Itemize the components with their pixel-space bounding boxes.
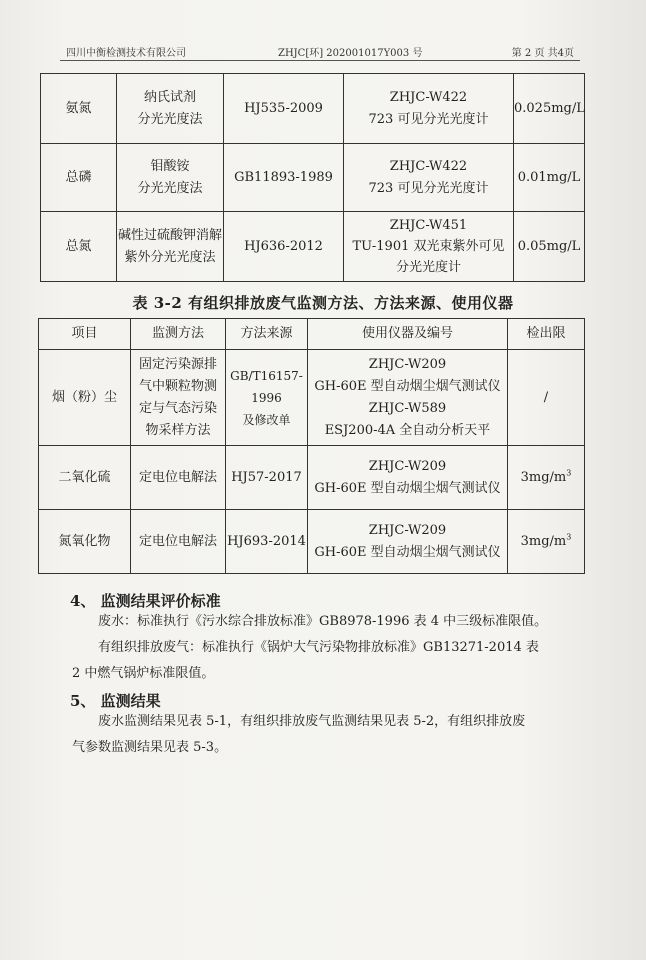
method-cell: 固定污染源排 气中颗粒物测 定与气态污染 物采样方法 <box>131 350 226 446</box>
limit-cell: $3mg/m^3$ <box>508 510 585 574</box>
limit-cell: 0.05mg/L <box>514 212 585 282</box>
header-limit: 检出限 <box>508 319 585 350</box>
table-row <box>41 144 585 212</box>
section-4-body: 废水：标准执行《污水综合排放标准》GB8978-1996 表 4 中三级标准限值。 有组织排放废气：标准执行《锅炉大气污染物排放标准》GB13271-2014 表 2 中燃气锅炉标准限值。 <box>72 614 548 681</box>
item-cell: 氮氧化物 <box>39 510 131 574</box>
table-row <box>41 212 585 282</box>
header-method: 监测方法 <box>131 319 226 350</box>
table-row <box>39 446 585 510</box>
item-cell: 二氧化硫 <box>39 446 131 510</box>
method-cell: 钼酸铵 分光光度法 <box>117 144 224 212</box>
header-instrument: 使用仪器及编号 <box>308 319 508 350</box>
page-number: 第 2 页 共4页 <box>511 48 574 59</box>
company-name: 四川中衡检测技术有限公司 <box>66 48 186 59</box>
instrument-cell: ZHJC-W422 723 可见分光光度计 <box>344 144 514 212</box>
instrument-cell: ZHJC-W422 723 可见分光光度计 <box>344 74 514 144</box>
table-row <box>41 74 585 144</box>
table-row <box>39 510 585 574</box>
source-cell: GB/T16157-1996 及修改单 <box>226 350 308 446</box>
item-cell: 总氮 <box>41 212 117 282</box>
method-cell: 碱性过硫酸钾消解 紫外分光光度法 <box>117 212 224 282</box>
source-cell: HJ693-2014 <box>226 510 308 574</box>
table-caption: 表 3-2 有组织排放废气监测方法、方法来源、使用仪器 <box>132 294 514 312</box>
limit-cell: 0.01mg/L <box>514 144 585 212</box>
limit-cell: / <box>508 350 585 446</box>
instrument-cell: ZHJC-W209 GH-60E 型自动烟尘烟气测试仪 <box>308 446 508 510</box>
table-row <box>39 350 585 446</box>
instrument-cell: ZHJC-W209 GH-60E 型自动烟尘烟气测试仪 <box>308 510 508 574</box>
source-cell: GB11893-1989 <box>224 144 344 212</box>
item-cell: 氨氮 <box>41 74 117 144</box>
section-4-title: 4、 监测结果评价标准 <box>70 592 221 610</box>
source-cell: HJ636-2012 <box>224 212 344 282</box>
header-item: 项目 <box>39 319 131 350</box>
method-cell: 纳氏试剂 分光光度法 <box>117 74 224 144</box>
exhaust-gas-method-table <box>38 318 585 574</box>
source-cell: HJ57-2017 <box>226 446 308 510</box>
item-cell: 总磷 <box>41 144 117 212</box>
document-number: ZHJC[环] 202001017Y003 号 <box>278 48 423 59</box>
item-cell: 烟（粉）尘 <box>39 350 131 446</box>
instrument-cell: ZHJC-W209 GH-60E 型自动烟尘烟气测试仪 ZHJC-W589 ESJ200-4A 全自动分析天平 <box>308 350 508 446</box>
table-header-row <box>39 319 585 350</box>
section-5-title: 5、 监测结果 <box>70 692 161 710</box>
limit-cell: 0.025mg/L <box>514 74 585 144</box>
limit-cell: $3mg/m^3$ <box>508 446 585 510</box>
header-source: 方法来源 <box>226 319 308 350</box>
source-cell: HJ535-2009 <box>224 74 344 144</box>
page-header <box>60 40 580 61</box>
method-cell: 定电位电解法 <box>131 510 226 574</box>
instrument-cell: ZHJC-W451 TU-1901 双光束紫外可见 分光光度计 <box>344 212 514 282</box>
wastewater-method-table <box>40 73 585 282</box>
method-cell: 定电位电解法 <box>131 446 226 510</box>
section-5-body: 废水监测结果见表 5-1，有组织排放废气监测结果见表 5-2，有组织排放废 气参数监测结果见表 5-3。 <box>72 714 526 755</box>
